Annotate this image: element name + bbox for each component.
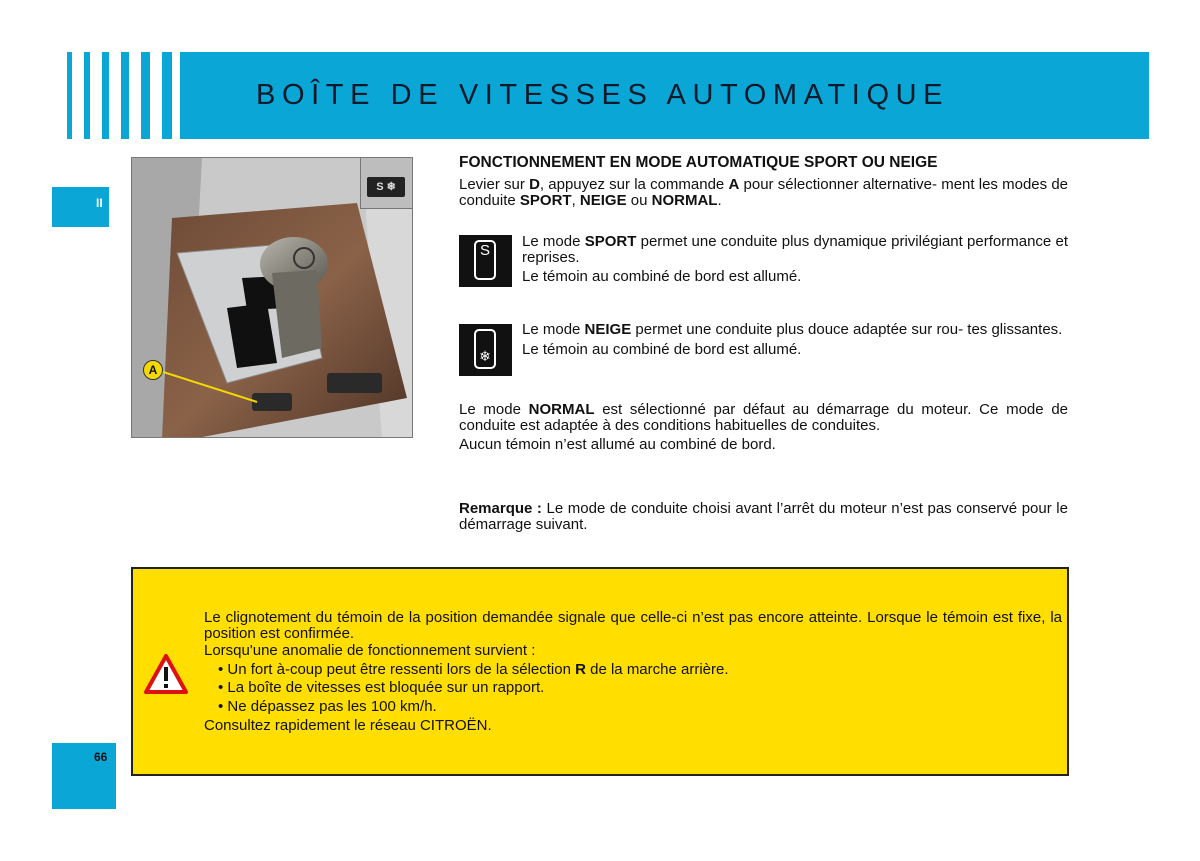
header-stripes — [67, 52, 179, 139]
warning-triangle-icon — [143, 653, 189, 695]
warning-consult: Consultez rapidement le réseau CITROËN. — [204, 717, 492, 734]
list-item: • Ne dépassez pas les 100 km/h. — [218, 697, 437, 715]
inset-button-photo — [360, 157, 413, 209]
sport-mode-icon — [459, 235, 512, 287]
section-number: II — [96, 196, 103, 210]
list-item: • Un fort à-coup peut être ressenti lors de la sélection R de la marche arrière. — [218, 660, 729, 678]
sport-description: Le mode SPORT permet une conduite plus dynamique privilégiant performance et reprises. Le témoin au combiné de bord est allumé. — [522, 233, 1068, 285]
remark-paragraph: Remarque : Le mode de conduite choisi avant l’arrêt du moteur n’est pas conservé pour le démarrage suivant. — [459, 500, 1068, 533]
intro-paragraph: Levier sur D, appuyez sur la commande A pour sélectionner alternative- ment les modes de conduite SPORT, NEIGE ou NORMAL. — [459, 176, 1068, 209]
warning-text — [204, 610, 1062, 734]
header-band — [180, 52, 1149, 139]
section-heading: FONCTIONNEMENT EN MODE AUTOMATIQUE SPORT OU NEIGE — [459, 154, 938, 171]
neige-lamp-text: Le témoin au combiné de bord est allumé. — [522, 340, 802, 358]
sport-snow-button: S ❄ — [367, 177, 405, 197]
snow-mode-icon — [459, 324, 512, 376]
callout-a: A — [143, 360, 163, 380]
neige-description: Le mode NEIGE permet une conduite plus douce adaptée sur rou- tes glissantes. Le témoin au combiné de bord est allumé. — [522, 322, 1068, 357]
page-title: BOÎTE DE VITESSES AUTOMATIQUE — [256, 79, 950, 111]
sport-letter: S — [474, 240, 496, 280]
normal-description: Le mode NORMAL est sélectionné par défaut au démarrage du moteur. Ce mode de conduite est adaptée à des conditions habituelles de conduites. Aucun témoin n’est allumé au combiné de bord. — [459, 401, 1069, 453]
warning-box — [131, 567, 1069, 776]
snowflake-icon: ❄ — [474, 329, 496, 369]
page-number: 66 — [94, 750, 108, 764]
section-tab — [52, 187, 109, 227]
warning-p2: Lorsqu'une anomalie de fonctionnement survient : — [204, 642, 536, 659]
list-item: • La boîte de vitesses est bloquée sur un rapport. — [218, 679, 545, 696]
sport-lamp-text: Le témoin au combiné de bord est allumé. — [522, 268, 802, 285]
warning-list — [218, 662, 1062, 715]
normal-lamp-text: Aucun témoin n’est allumé au combiné de bord. — [459, 436, 776, 453]
page-tab — [52, 743, 116, 809]
warning-p1: Le clignotement du témoin de la position demandée signale que celle-ci n’est pas encore atteinte. Lorsque le témoin est fixe, la position est confirmée. — [204, 609, 1062, 642]
